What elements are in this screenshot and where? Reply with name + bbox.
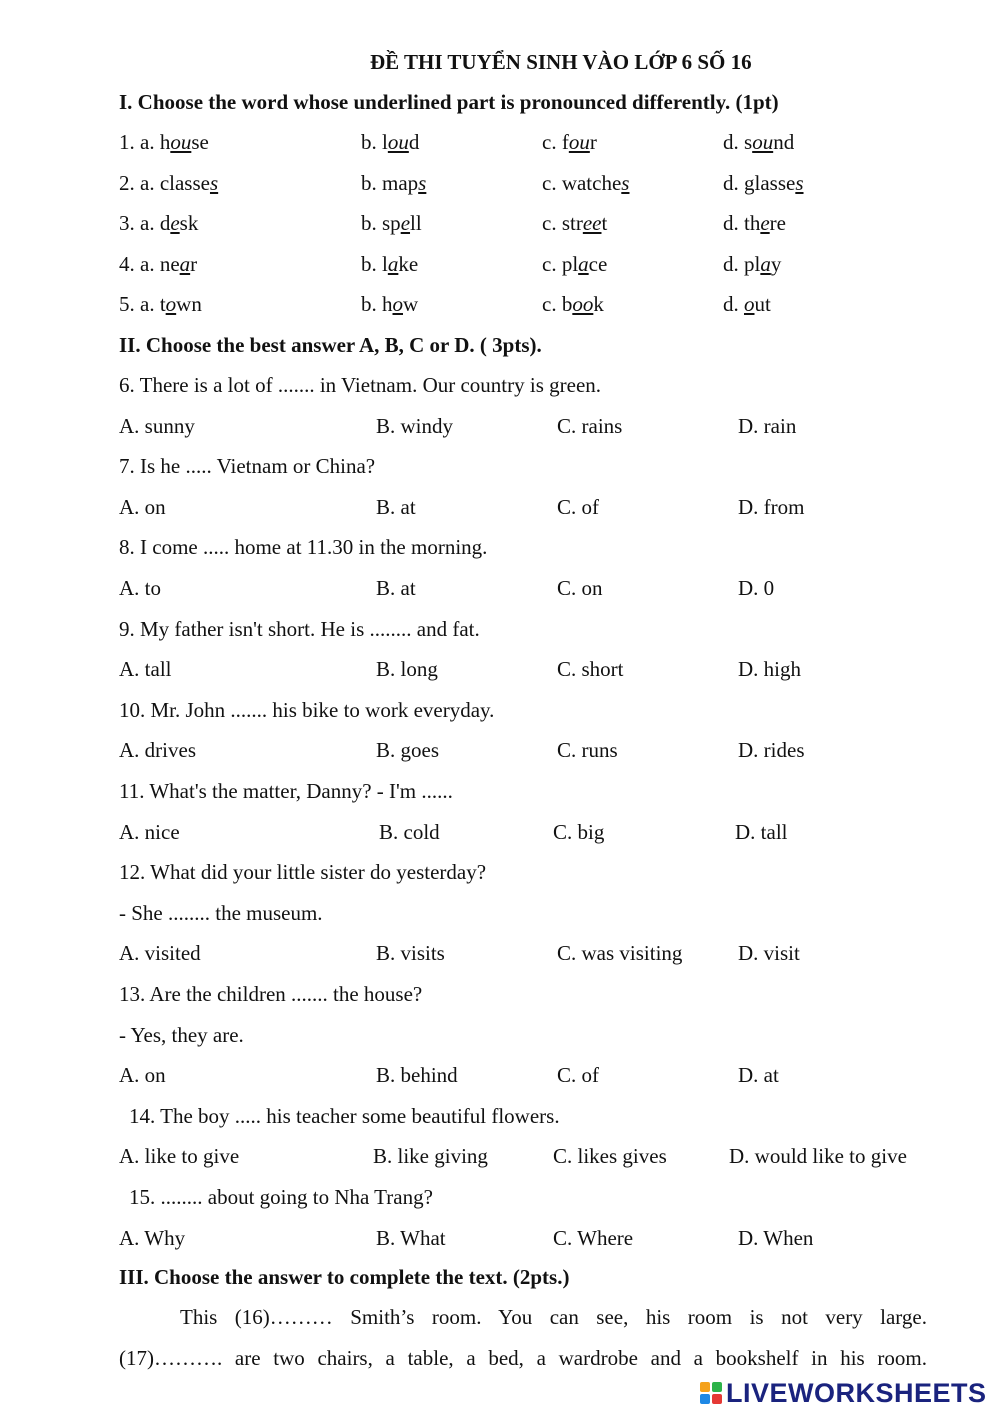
- question-7-option-d: D. from: [738, 495, 805, 519]
- q5-option-b: [361, 292, 418, 316]
- question-6-option-a: A. sunny: [119, 414, 195, 438]
- option-text: d. th: [723, 211, 761, 235]
- q2-option-b: [361, 171, 426, 195]
- option-text: c. pl: [542, 252, 579, 276]
- option-text: c. b: [542, 292, 573, 316]
- underlined-part: a: [760, 252, 771, 276]
- question-12-option-d: D. visit: [738, 941, 800, 965]
- q3-option-c: [542, 211, 607, 235]
- question-9-option-c: C. short: [557, 657, 624, 681]
- section-2-heading: II. Choose the best answer A, B, C or D. ( 3pts).: [119, 333, 542, 357]
- question-10-option-b: B. goes: [376, 738, 439, 762]
- question-6-option-d: D. rain: [738, 414, 797, 438]
- question-13-response: - Yes, they are.: [119, 1023, 244, 1047]
- underlined-part: s: [621, 171, 630, 195]
- q3-option-d: [723, 211, 786, 235]
- underlined-part: oo: [572, 292, 594, 316]
- question-10-stem: 10. Mr. John ....... his bike to work everyday.: [119, 698, 495, 722]
- question-11-option-a: A. nice: [119, 820, 180, 844]
- question-11-stem: 11. What's the matter, Danny? - I'm ......: [119, 779, 453, 803]
- question-number: 2.: [119, 171, 135, 195]
- q4-option-a: [119, 252, 197, 276]
- question-7-option-c: C. of: [557, 495, 599, 519]
- question-12-option-a: A. visited: [119, 941, 201, 965]
- question-9-option-d: D. high: [738, 657, 801, 681]
- underlined-part: s: [209, 171, 219, 195]
- question-8-option-c: C. on: [557, 576, 603, 600]
- question-13-option-d: D. at: [738, 1063, 779, 1087]
- question-15-option-c: C. Where: [553, 1226, 634, 1250]
- question-8-option-d: D. 0: [738, 576, 775, 600]
- option-text: re: [769, 211, 786, 235]
- question-8-option-b: B. at: [376, 576, 416, 600]
- q3-option-b: [361, 211, 422, 235]
- q5-option-d: [723, 292, 771, 316]
- question-number: 4.: [119, 252, 135, 276]
- question-14-option-a: A. like to give: [119, 1144, 240, 1168]
- option-text: b. map: [361, 171, 419, 195]
- underlined-part: ou: [387, 130, 409, 154]
- passage-line-2: (17)………. are two chairs, a table, a bed, a wardrobe and a bookshelf in his room.: [119, 1346, 927, 1370]
- liveworksheets-logo-icon: [700, 1382, 722, 1404]
- question-6-option-b: B. windy: [376, 414, 454, 438]
- question-13-stem: 13. Are the children ....... the house?: [119, 982, 423, 1006]
- option-text: b. h: [361, 292, 393, 316]
- option-text: b. l: [361, 252, 388, 276]
- question-7-option-b: B. at: [376, 495, 416, 519]
- option-text: w: [403, 292, 419, 316]
- question-13-option-c: C. of: [557, 1063, 599, 1087]
- question-8-option-a: A. to: [119, 576, 161, 600]
- underlined-part: o: [165, 292, 177, 316]
- underlined-part: s: [795, 171, 804, 195]
- option-text: t: [601, 211, 608, 235]
- question-15-stem: 15. ........ about going to Nha Trang?: [129, 1185, 433, 1209]
- option-text: a. t: [140, 292, 166, 316]
- question-10-option-c: C. runs: [557, 738, 618, 762]
- q2-option-d: [723, 171, 804, 195]
- q1-option-a: [119, 130, 209, 154]
- question-6-option-c: C. rains: [557, 414, 623, 438]
- underlined-part: a: [179, 252, 191, 276]
- question-13-option-b: B. behind: [376, 1063, 458, 1087]
- question-15-option-d: D. When: [738, 1226, 814, 1250]
- question-7-stem: 7. Is he ..... Vietnam or China?: [119, 454, 376, 478]
- question-10-option-d: D. rides: [738, 738, 805, 762]
- question-14-option-d: D. would like to give: [729, 1144, 907, 1168]
- option-text: b. l: [361, 130, 388, 154]
- q1-option-b: [361, 130, 419, 154]
- underlined-part: e: [170, 211, 180, 235]
- option-text: wn: [176, 292, 202, 316]
- underlined-part: a: [578, 252, 589, 276]
- page-title: ĐỀ THI TUYỂN SINH VÀO LỚP 6 SỐ 16: [370, 50, 752, 74]
- option-text: ll: [410, 211, 422, 235]
- question-15-option-a: A. Why: [119, 1226, 186, 1250]
- question-14-option-c: C. likes gives: [553, 1144, 667, 1168]
- option-text: c. str: [542, 211, 583, 235]
- section-1-heading: I. Choose the word whose underlined part is pronounced differently. (1pt): [119, 90, 779, 114]
- option-text: r: [190, 252, 198, 276]
- question-11-option-b: B. cold: [379, 820, 440, 844]
- question-9-stem: 9. My father isn't short. He is ........ and fat.: [119, 617, 480, 641]
- question-11-option-d: D. tall: [735, 820, 788, 844]
- question-13-option-a: A. on: [119, 1063, 166, 1087]
- option-text: c. watche: [542, 171, 622, 195]
- underlined-part: o: [744, 292, 755, 316]
- option-text: r: [589, 130, 597, 154]
- underlined-part: ou: [170, 130, 192, 154]
- option-text: k: [593, 292, 604, 316]
- option-text: d. s: [723, 130, 753, 154]
- q2-option-c: [542, 171, 629, 195]
- question-14-stem: 14. The boy ..... his teacher some beautiful flowers.: [129, 1104, 560, 1128]
- question-11-option-c: C. big: [553, 820, 605, 844]
- question-12-option-b: B. visits: [376, 941, 445, 965]
- question-10-option-a: A. drives: [119, 738, 196, 762]
- question-14-option-b: B. like giving: [373, 1144, 488, 1168]
- q5-option-c: [542, 292, 604, 316]
- option-text: a. h: [140, 130, 171, 154]
- question-12-stem: 12. What did your little sister do yesterday?: [119, 860, 487, 884]
- option-text: c. f: [542, 130, 569, 154]
- q2-option-a: [119, 171, 218, 195]
- underlined-part: o: [392, 292, 403, 316]
- q1-option-d: [723, 130, 794, 154]
- option-text: ut: [754, 292, 771, 316]
- q4-option-d: [723, 252, 781, 276]
- underlined-part: s: [418, 171, 427, 195]
- q1-option-c: [542, 130, 597, 154]
- option-text: a. classe: [140, 171, 210, 195]
- option-text: se: [191, 130, 209, 154]
- q5-option-a: [119, 292, 202, 316]
- question-9-option-a: A. tall: [119, 657, 172, 681]
- question-9-option-b: B. long: [376, 657, 438, 681]
- underlined-part: a: [387, 252, 399, 276]
- option-text: sk: [179, 211, 199, 235]
- q4-option-b: [361, 252, 418, 276]
- option-text: ce: [588, 252, 608, 276]
- passage-line-1: This (16)……… Smith’s room. You can see, his room is not very large.: [180, 1305, 927, 1329]
- q4-option-c: [542, 252, 607, 276]
- question-7-option-a: A. on: [119, 495, 166, 519]
- section-3-heading: III. Choose the answer to complete the text. (2pts.): [119, 1265, 570, 1289]
- option-text: a. d: [140, 211, 171, 235]
- underlined-part: ou: [568, 130, 590, 154]
- option-text: d. glasse: [723, 171, 796, 195]
- question-number: 1.: [119, 130, 135, 154]
- option-text: d.: [723, 292, 744, 316]
- option-text: d. pl: [723, 252, 761, 276]
- underlined-part: ee: [582, 211, 602, 235]
- option-text: a. ne: [140, 252, 180, 276]
- liveworksheets-logo-text: LIVEWORKSHEETS: [726, 1377, 987, 1408]
- option-text: d: [408, 130, 420, 154]
- underlined-part: ou: [752, 130, 774, 154]
- question-number: 3.: [119, 211, 135, 235]
- question-6-stem: 6. There is a lot of ....... in Vietnam. Our country is green.: [119, 373, 602, 397]
- option-text: nd: [773, 130, 795, 154]
- underlined-part: e: [760, 211, 770, 235]
- underlined-part: e: [400, 211, 411, 235]
- option-text: b. sp: [361, 211, 401, 235]
- liveworksheets-logo: [700, 1378, 987, 1408]
- option-text: ke: [398, 252, 419, 276]
- question-12-option-c: C. was visiting: [557, 941, 683, 965]
- question-12-response: - She ........ the museum.: [119, 901, 323, 925]
- question-15-option-b: B. What: [376, 1226, 446, 1250]
- question-8-stem: 8. I come ..... home at 11.30 in the morning.: [119, 535, 488, 559]
- question-number: 5.: [119, 292, 135, 316]
- option-text: y: [770, 252, 782, 276]
- q3-option-a: [119, 211, 198, 235]
